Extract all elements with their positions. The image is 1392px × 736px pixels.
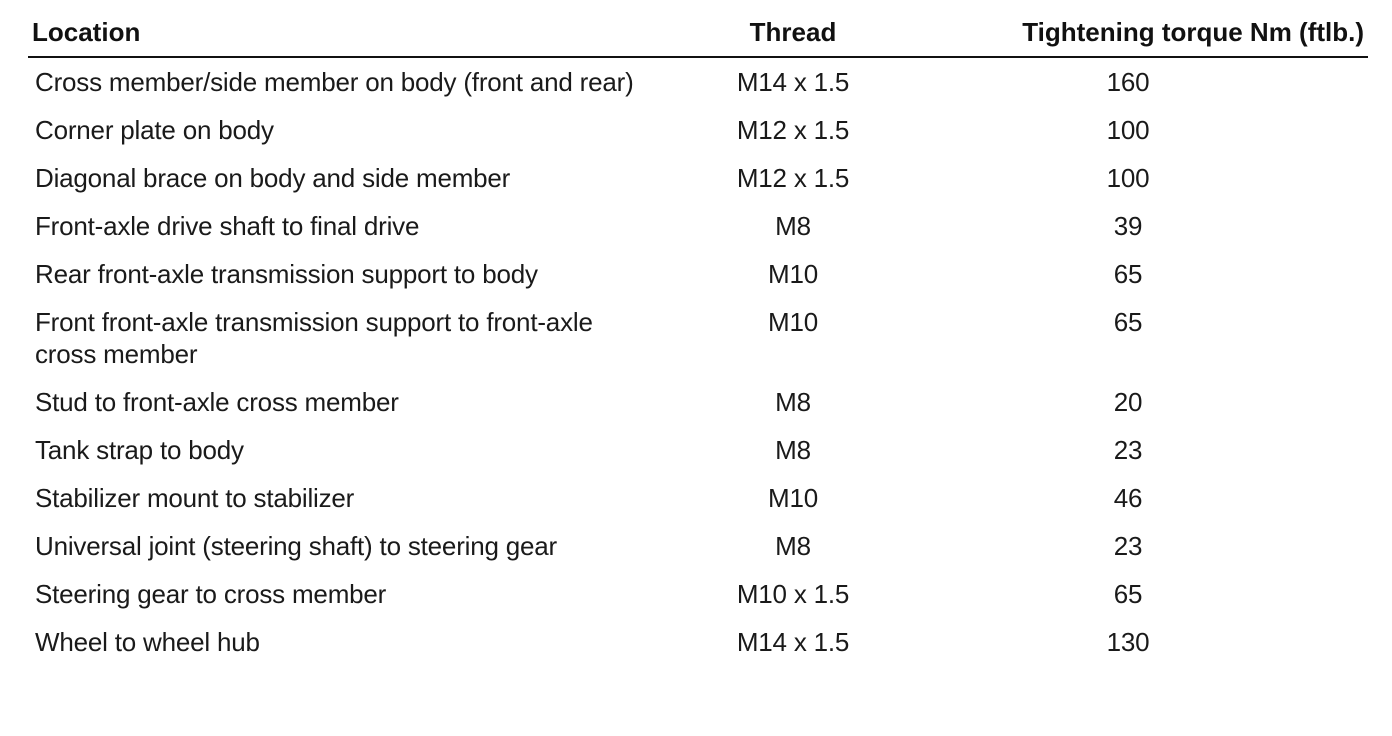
table-row: [28, 250, 1368, 298]
torque-cell: 65: [1113, 259, 1143, 289]
location-cell: Tank strap to body: [35, 435, 244, 465]
table-header-row: [28, 8, 1368, 57]
table-row: [28, 618, 1368, 666]
header-location: Location: [28, 8, 718, 57]
thread-cell: M10: [768, 307, 818, 337]
tightening-torque-table: [28, 8, 1368, 666]
torque-cell: 130: [1106, 627, 1150, 657]
location-cell: Rear front-axle transmission support to body: [35, 259, 538, 289]
location-cell: Diagonal brace on body and side member: [35, 163, 511, 193]
thread-cell: M8: [775, 211, 811, 241]
location-cell: Stabilizer mount to stabilizer: [35, 483, 355, 513]
thread-cell: M8: [775, 435, 811, 465]
location-cell: Universal joint (steering shaft) to steering gear: [35, 531, 558, 561]
header-torque: Tightening torque Nm (ftlb.): [868, 8, 1368, 57]
location-cell: Cross member/side member on body (front and rear): [35, 67, 634, 97]
location-cell: Steering gear to cross member: [35, 579, 387, 609]
table-row: [28, 298, 1368, 378]
table-row: [28, 474, 1368, 522]
thread-cell: M14 x 1.5: [736, 67, 850, 97]
table-row: [28, 570, 1368, 618]
table-row: [28, 202, 1368, 250]
thread-cell: M8: [775, 387, 811, 417]
table-row: [28, 426, 1368, 474]
location-cell: Wheel to wheel hub: [35, 627, 260, 657]
torque-cell: 20: [1113, 387, 1143, 417]
torque-cell: 65: [1113, 579, 1143, 609]
location-cell: Corner plate on body: [35, 115, 274, 145]
torque-cell: 46: [1113, 483, 1143, 513]
location-cell: Stud to front-axle cross member: [35, 387, 399, 417]
location-cell: Front front-axle transmission support to front-axle cross member: [35, 307, 593, 369]
torque-cell: 23: [1113, 435, 1143, 465]
table-row: [28, 106, 1368, 154]
table-row: [28, 378, 1368, 426]
torque-cell: 23: [1113, 531, 1143, 561]
torque-cell: 100: [1106, 115, 1150, 145]
thread-cell: M10: [768, 483, 818, 513]
thread-cell: M10 x 1.5: [736, 579, 850, 609]
location-cell: Front-axle drive shaft to final drive: [35, 211, 420, 241]
header-thread: Thread: [718, 8, 868, 57]
thread-cell: M12 x 1.5: [736, 115, 850, 145]
torque-cell: 65: [1113, 307, 1143, 337]
thread-cell: M10: [768, 259, 818, 289]
table-row: [28, 154, 1368, 202]
thread-cell: M8: [775, 531, 811, 561]
torque-cell: 160: [1106, 67, 1150, 97]
thread-cell: M14 x 1.5: [736, 627, 850, 657]
torque-cell: 39: [1113, 211, 1143, 241]
torque-cell: 100: [1106, 163, 1150, 193]
thread-cell: M12 x 1.5: [736, 163, 850, 193]
table-row: [28, 57, 1368, 106]
table-row: [28, 522, 1368, 570]
